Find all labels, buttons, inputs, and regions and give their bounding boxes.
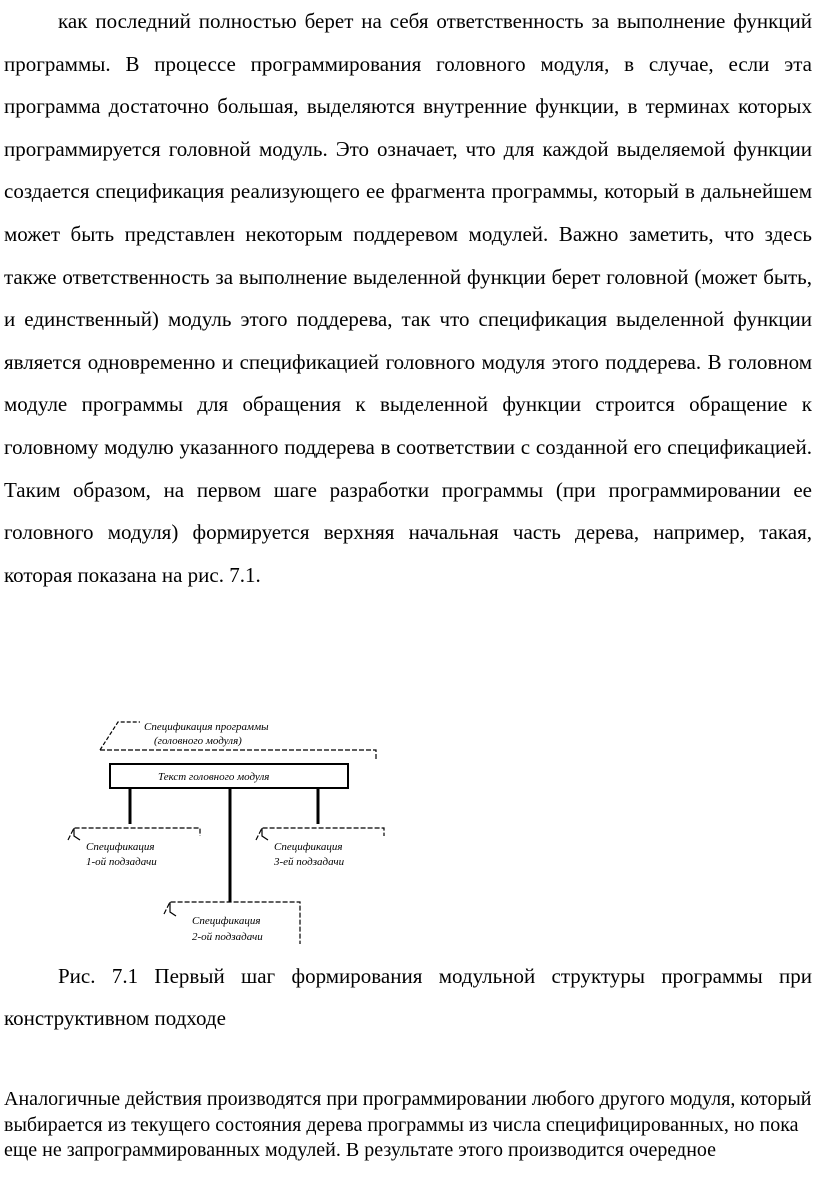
body-paragraph: как последний полностью берет на себя ответственность за выполнение функций программы. В процессе программирования головного модуля, в случае, если эта программа достаточно большая, выделяются внутренние функции, в терминах которых программируется головной модуль. Это означает, что для каждой выделяемой функции создается спецификация реализующего ее фрагмента программы, который в дальнейшем может быть представлен некоторым поддеревом модулей. Важно заметить, что здесь также ответственность за выполнение выделенной функции берет головной (может быть, и единственный) модуль этого поддерева, так что спецификация выделенной функции является одновременно и спецификацией головного модуля этого поддерева. В головном модуле программы для обращения к выделенной функции строится обращение к головному модулю указанного поддерева в соответствии с созданной его спецификацией. Таким образом, на первом шаге разработки программы (при программировании ее головного модуля) формируется верхняя начальная часть дерева, например, такая, которая показана на рис. 7.1. <box>4 9 812 587</box>
spec3-bracket <box>256 828 384 840</box>
program-spec-line <box>100 750 376 760</box>
spec1-label-2: 1-ой подзадачи <box>86 856 157 868</box>
spec3-label-1: Спецификация <box>274 841 343 853</box>
spec1-bracket <box>68 828 200 840</box>
spec2-label-2: 2-ой подзадачи <box>192 931 263 943</box>
module-tree-diagram <box>60 712 400 952</box>
spec3-label-2: 3-ей подзадачи <box>274 856 345 868</box>
spec2-label-1: Спецификация <box>192 915 261 927</box>
spec-program-label-2: (головного модуля) <box>154 735 242 747</box>
program-spec-bracket <box>100 722 140 750</box>
spec-program-label-1: Спецификация программы <box>144 721 269 733</box>
module-structure-figure <box>60 712 400 952</box>
head-module-label: Текст головного модуля <box>158 771 270 783</box>
spec1-label-1: Спецификация <box>86 841 155 853</box>
bottom-paragraph: Аналогичные действия производятся при программировании любого другого модуля, который выбирается из текущего состояния дерева программы из числа специфицированных, но пока еще не запрограммированных модулей. В результате этого производится очередное <box>4 1088 812 1161</box>
figure-caption: Рис. 7.1 Первый шаг формирования модульной структуры программы при конструктивном подходе <box>4 964 812 1030</box>
